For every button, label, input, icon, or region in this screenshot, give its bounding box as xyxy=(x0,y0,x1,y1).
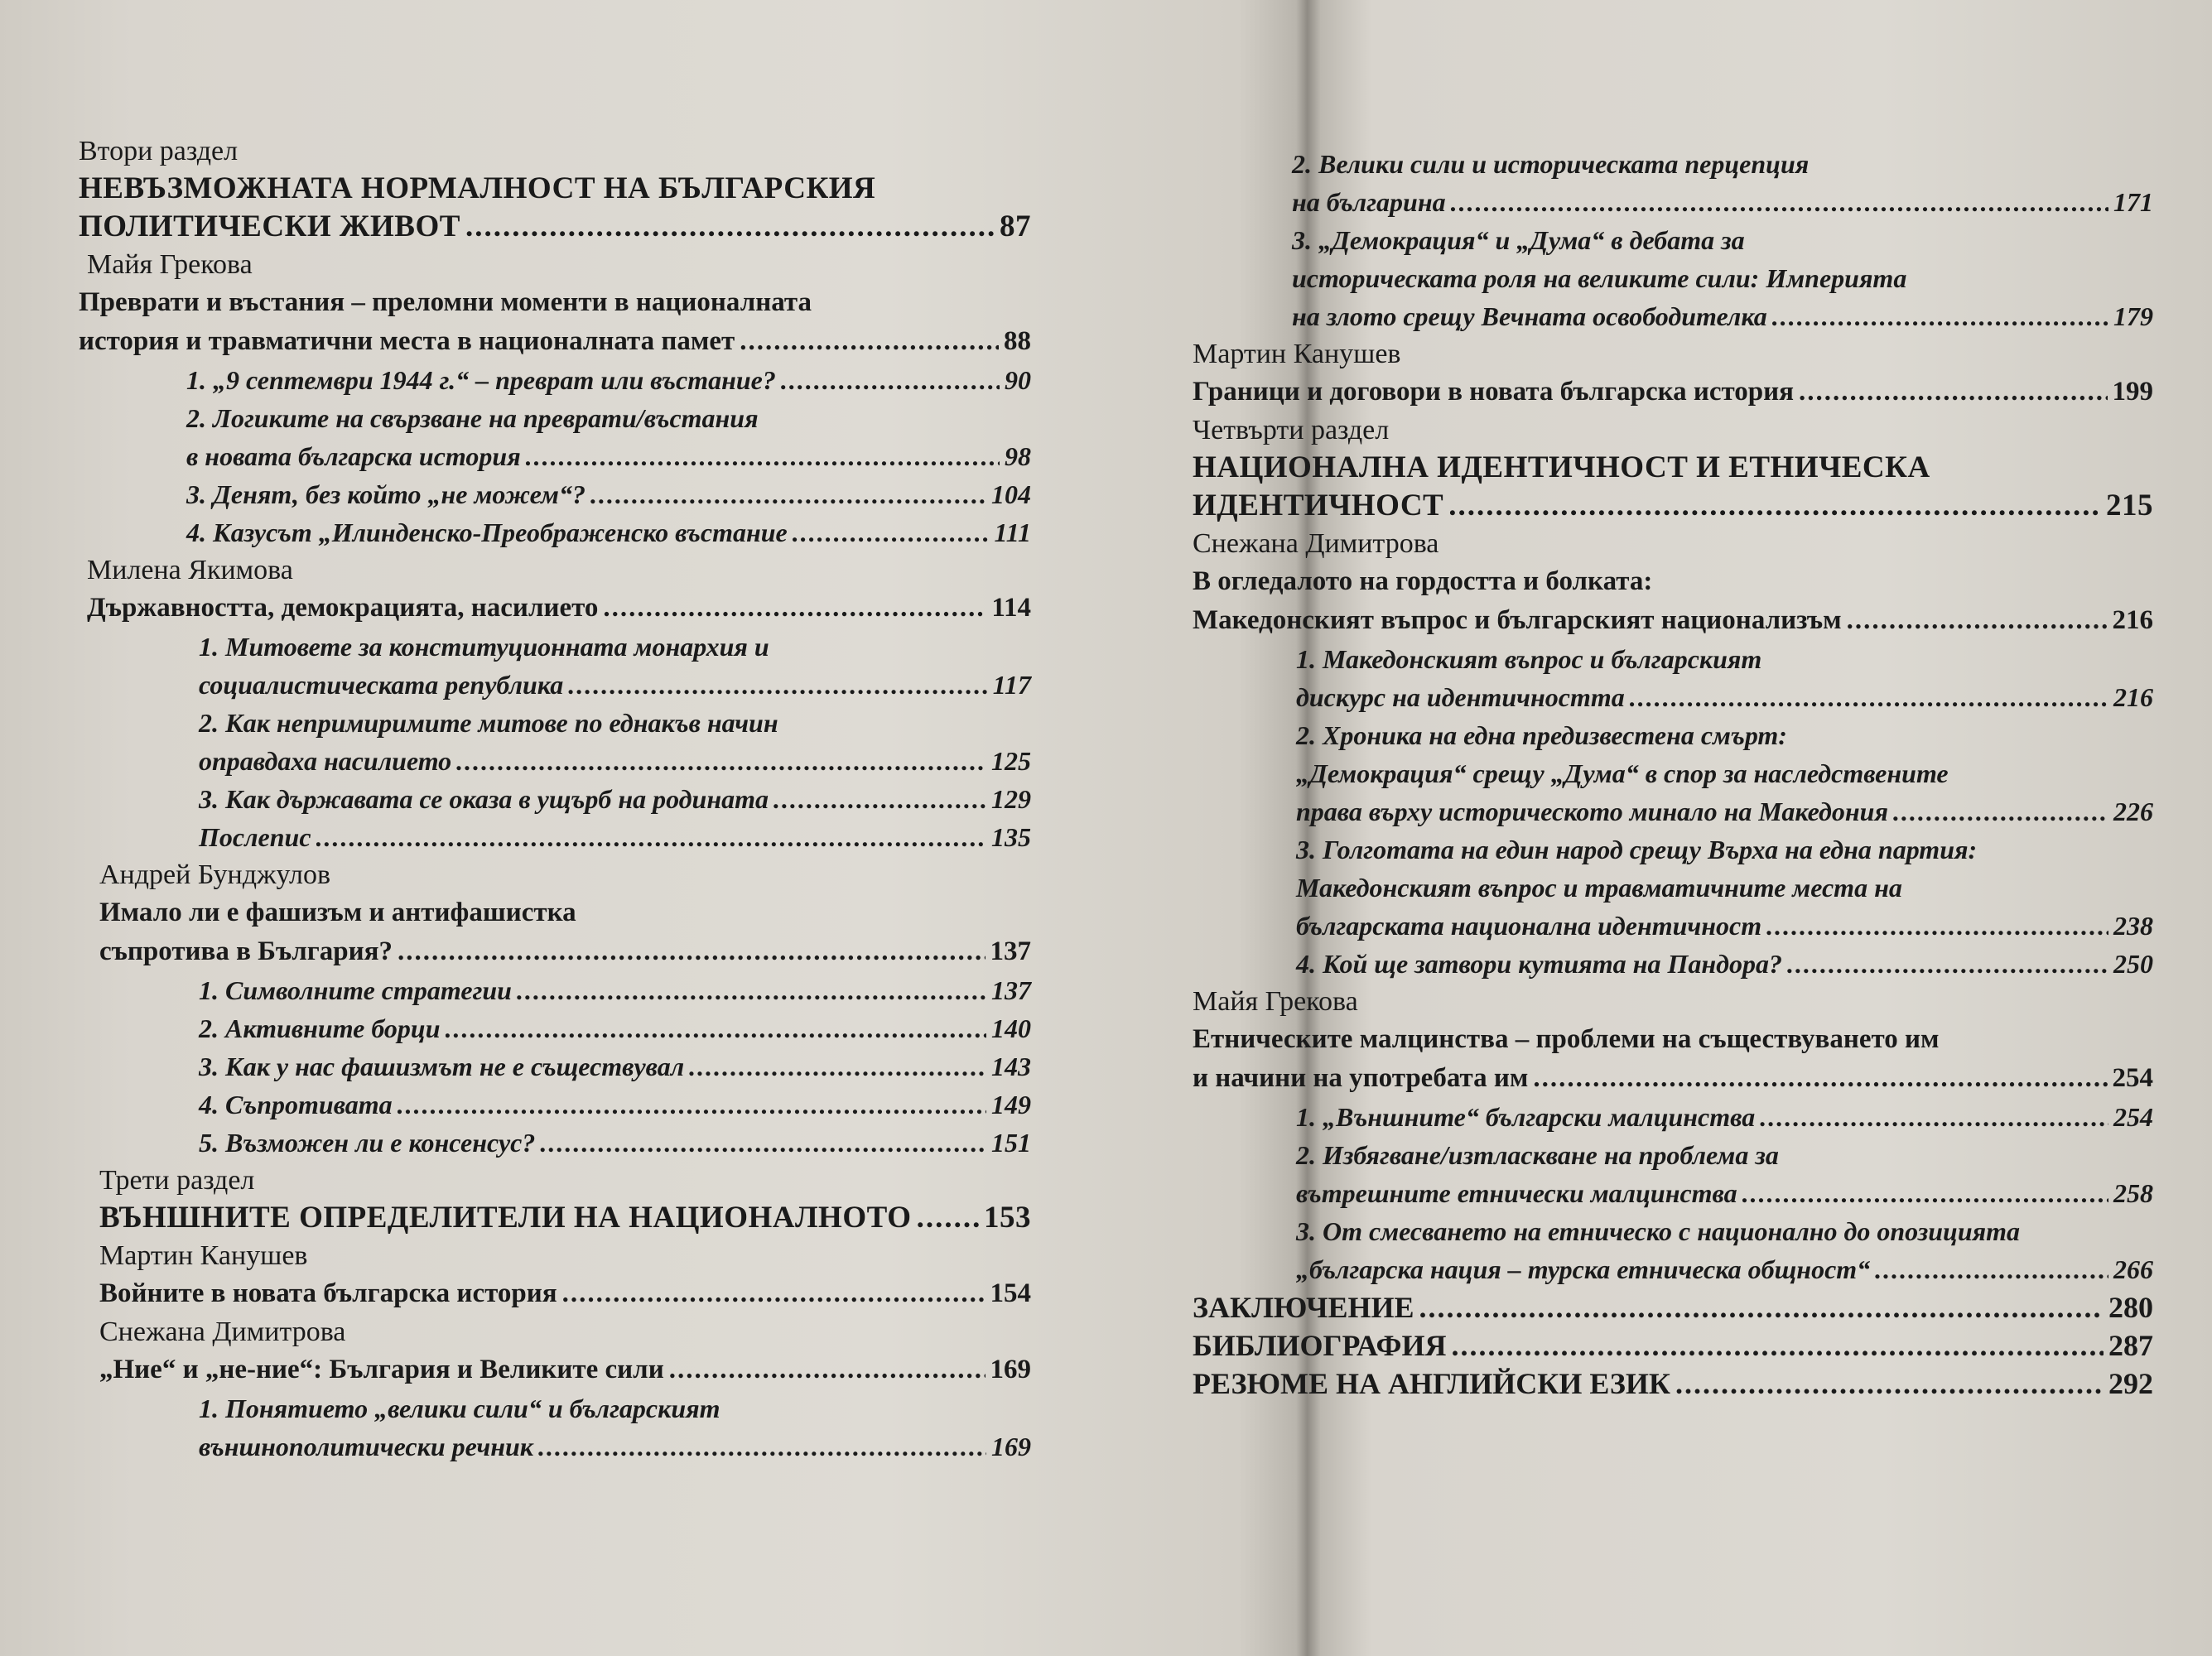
toc-subentry xyxy=(79,361,1031,399)
toc-entry xyxy=(1193,601,2153,640)
author-name: Майя Грекова xyxy=(1193,986,1358,1017)
subsection-title: 1. „Външните“ български малцинства xyxy=(1296,1102,1756,1132)
page-number: 114 xyxy=(991,593,1031,623)
dot-leader xyxy=(465,208,995,246)
author-name: Снежана Димитрова xyxy=(1193,528,1439,559)
chapter-title: Етническите малцинства – проблеми на съществуването им xyxy=(1193,1024,1940,1054)
page-number: 171 xyxy=(2113,187,2153,217)
dot-leader xyxy=(1419,1288,2104,1326)
page-number: 226 xyxy=(2113,797,2153,826)
dot-leader xyxy=(669,1350,986,1389)
subsection-title: социалистическата република xyxy=(199,670,564,700)
subsection-title: 1. Македонският въпрос и българският xyxy=(1296,644,1762,674)
page-number: 250 xyxy=(2113,949,2153,979)
page-number: 287 xyxy=(2108,1329,2153,1362)
end-section-title: РЕЗЮМЕ НА АНГЛИЙСКИ ЕЗИК xyxy=(1193,1367,1670,1400)
subsection-title: Послепис xyxy=(199,822,311,852)
dot-leader xyxy=(446,1009,987,1047)
page-number: 125 xyxy=(991,746,1031,776)
subsection-title: оправдаха насилието xyxy=(199,746,452,776)
dot-leader xyxy=(316,818,986,856)
part-title: ПОЛИТИЧЕСКИ ЖИВОТ xyxy=(79,209,460,243)
chapter-title: Македонският въпрос и българският национализъм xyxy=(1193,605,1842,635)
author-name: Милена Якимова xyxy=(87,555,293,585)
toc-entry xyxy=(1193,1288,2153,1326)
subsection-title: Македонският въпрос и травматичните места на xyxy=(1296,873,1902,903)
toc-subentry xyxy=(79,513,1031,551)
dot-leader xyxy=(398,932,986,971)
page-number: 215 xyxy=(2106,489,2153,522)
chapter-title: съпротива в България? xyxy=(99,936,393,966)
subsection-title: 3. Как у нас фашизмът не е съществувал xyxy=(199,1052,685,1081)
toc-subentry xyxy=(79,437,1031,475)
dot-leader xyxy=(456,742,986,780)
part-title: НЕВЪЗМОЖНАТА НОРМАЛНОСТ НА БЪЛГАРСКИЯ xyxy=(79,171,876,205)
toc-subentry xyxy=(1193,792,2153,830)
subsection-title: 1. Понятието „велики сили“ и българският xyxy=(199,1394,720,1423)
toc-entry xyxy=(1193,373,2153,412)
subsection-title: 5. Възможен ли е консенсус? xyxy=(199,1128,536,1158)
toc-subentry xyxy=(79,818,1031,856)
toc-entry xyxy=(79,1274,1031,1313)
toc-entry xyxy=(79,1199,1031,1237)
toc-subentry xyxy=(79,475,1031,513)
page-number: 129 xyxy=(991,784,1031,814)
dot-leader xyxy=(917,1199,979,1237)
author-name: Мартин Канушев xyxy=(99,1240,308,1271)
toc-subentry xyxy=(79,742,1031,780)
page-number: 111 xyxy=(994,518,1031,547)
toc-subentry xyxy=(79,1427,1031,1466)
subsection-title: „Демокрация“ срещу „Дума“ в спор за наследствените xyxy=(1296,758,1949,788)
subsection-title: дискурс на идентичността xyxy=(1296,682,1625,712)
dot-leader xyxy=(568,666,988,704)
page-number: 266 xyxy=(2113,1254,2153,1284)
subsection-title: 1. „9 септември 1944 г.“ – преврат или въстание? xyxy=(186,365,776,395)
table-of-contents-right xyxy=(1193,145,2153,1403)
dot-leader xyxy=(1799,373,2107,412)
subsection-title: „българска нация – турска етническа общност“ xyxy=(1296,1254,1871,1284)
page-number: 104 xyxy=(991,479,1031,509)
subsection-title: 2. Хроника на една предизвестена смърт: xyxy=(1296,720,1787,750)
page-number: 143 xyxy=(991,1052,1031,1081)
page-number: 154 xyxy=(990,1278,1031,1308)
dot-leader xyxy=(1875,1250,2108,1288)
page-number: 135 xyxy=(991,822,1031,852)
toc-subentry xyxy=(79,666,1031,704)
toc-entry xyxy=(79,208,1031,246)
author-name: Мартин Канушев xyxy=(1193,339,1401,369)
subsection-title: на злото срещу Вечната освободителка xyxy=(1292,301,1767,331)
part-title: ВЪНШНИТЕ ОПРЕДЕЛИТЕЛИ НА НАЦИОНАЛНОТО xyxy=(99,1201,912,1235)
subsection-title: 4. Съпротивата xyxy=(199,1090,393,1119)
page-number: 292 xyxy=(2108,1367,2153,1400)
subsection-title: външнополитически речник xyxy=(199,1432,533,1461)
page-number: 151 xyxy=(991,1128,1031,1158)
dot-leader xyxy=(517,971,986,1009)
toc-subentry xyxy=(1193,1250,2153,1288)
dot-leader xyxy=(562,1274,986,1313)
toc-subentry xyxy=(79,1124,1031,1162)
subsection-title: 1. Митовете за конституционната монархия и xyxy=(199,632,769,662)
toc-subentry xyxy=(1193,678,2153,716)
page-number: 90 xyxy=(1005,365,1031,395)
page-number: 258 xyxy=(2113,1178,2153,1208)
dot-leader xyxy=(1760,1098,2108,1136)
subsection-title: права върху историческото минало на Македония xyxy=(1296,797,1888,826)
page-number: 88 xyxy=(1004,326,1031,356)
dot-leader xyxy=(689,1047,986,1086)
section-label: Четвърти раздел xyxy=(1193,415,1390,445)
page-number: 216 xyxy=(2112,605,2153,635)
author-name: Андрей Бунджулов xyxy=(99,859,331,890)
toc-entry xyxy=(79,1350,1031,1389)
dot-leader xyxy=(526,437,1000,475)
dot-leader xyxy=(1451,183,2108,221)
subsection-title: 3. От смесването на етническо с национално до опозицията xyxy=(1296,1216,2020,1246)
subsection-title: 2. Активните борци xyxy=(199,1013,441,1043)
dot-leader xyxy=(1533,1059,2107,1098)
chapter-title: Войните в новата българска история xyxy=(99,1278,557,1308)
toc-entry xyxy=(1193,487,2153,525)
chapter-title: Граници и договори в новата българска история xyxy=(1193,377,1795,407)
section-label: Трети раздел xyxy=(99,1165,255,1196)
dot-leader xyxy=(603,589,986,628)
table-of-contents-left xyxy=(79,132,1031,1466)
page-number: 169 xyxy=(991,1432,1031,1461)
author-name: Снежана Димитрова xyxy=(99,1317,346,1347)
toc-entry xyxy=(1193,1059,2153,1098)
subsection-title: 3. Денят, без който „не можем“? xyxy=(186,479,586,509)
page-number: 87 xyxy=(1000,209,1031,243)
chapter-title: Преврати и въстания – преломни моменти в националната xyxy=(79,287,812,317)
subsection-title: 2. Избягване/изтласкване на проблема за xyxy=(1296,1140,1779,1170)
page-number: 254 xyxy=(2112,1063,2153,1093)
toc-subentry xyxy=(1193,1174,2153,1212)
toc-entry xyxy=(1193,1326,2153,1365)
toc-subentry xyxy=(1193,297,2153,335)
page-number: 137 xyxy=(990,936,1031,966)
dot-leader xyxy=(590,475,986,513)
page-number: 199 xyxy=(2112,377,2153,407)
subsection-title: вътрешните етнически малцинства xyxy=(1296,1178,1737,1208)
dot-leader xyxy=(1742,1174,2108,1212)
subsection-title: 3. „Демокрация“ и „Дума“ в дебата за xyxy=(1292,225,1745,255)
subsection-title: в новата българска история xyxy=(186,441,521,471)
toc-subentry xyxy=(79,780,1031,818)
chapter-title: Държавността, демокрацията, насилието xyxy=(87,593,599,623)
dot-leader xyxy=(1772,297,2108,335)
dot-leader xyxy=(1847,601,2108,640)
page-number: 98 xyxy=(1005,441,1031,471)
dot-leader xyxy=(781,361,1000,399)
page-number: 149 xyxy=(991,1090,1031,1119)
toc-subentry xyxy=(1193,945,2153,983)
subsection-title: 1. Символните стратегии xyxy=(199,975,512,1005)
page-number: 280 xyxy=(2108,1291,2153,1324)
dot-leader xyxy=(1766,907,2108,945)
chapter-title: и начини на употребата им xyxy=(1193,1063,1529,1093)
page-number: 117 xyxy=(992,670,1031,700)
page-number: 140 xyxy=(991,1013,1031,1043)
part-title: ИДЕНТИЧНОСТ xyxy=(1193,489,1444,522)
dot-leader xyxy=(773,780,986,818)
chapter-title: Имало ли е фашизъм и антифашистка xyxy=(99,898,576,927)
dot-leader xyxy=(740,322,999,361)
dot-leader xyxy=(1787,945,2108,983)
subsection-title: 3. Голготата на един народ срещу Върха на една партия: xyxy=(1296,835,1978,864)
dot-leader xyxy=(1675,1365,2104,1403)
toc-subentry xyxy=(79,1047,1031,1086)
subsection-title: 2. Велики сили и историческата перцепция xyxy=(1292,149,1810,179)
toc-subentry xyxy=(1193,1098,2153,1136)
page-number: 169 xyxy=(990,1355,1031,1384)
chapter-title: „Ние“ и „не-ние“: България и Великите сили xyxy=(99,1355,664,1384)
toc-subentry xyxy=(79,1009,1031,1047)
toc-subentry xyxy=(79,971,1031,1009)
page-number: 238 xyxy=(2113,911,2153,941)
page-number: 216 xyxy=(2113,682,2153,712)
subsection-title: 3. Как държавата се оказа в ущърб на родината xyxy=(199,784,769,814)
toc-entry xyxy=(1193,1365,2153,1403)
subsection-title: 2. Логиките на свързване на преврати/въстания xyxy=(186,403,759,433)
toc-entry xyxy=(79,589,1031,628)
toc-entry xyxy=(79,322,1031,361)
subsection-title: 4. Казусът „Илинденско-Преображенско въстание xyxy=(186,518,788,547)
page-number: 153 xyxy=(984,1201,1031,1235)
part-title: НАЦИОНАЛНА ИДЕНТИЧНОСТ И ЕТНИЧЕСКА xyxy=(1193,450,1930,484)
subsection-title: 2. Как непримиримите митове по еднакъв начин xyxy=(199,708,778,738)
subsection-title: 4. Кой ще затвори кутията на Пандора? xyxy=(1296,949,1782,979)
section-label: Втори раздел xyxy=(79,136,239,166)
chapter-title: В огледалото на гордостта и болката: xyxy=(1193,566,1653,596)
dot-leader xyxy=(538,1427,986,1466)
end-section-title: ЗАКЛЮЧЕНИЕ xyxy=(1193,1291,1414,1324)
end-section-title: БИБЛИОГРАФИЯ xyxy=(1193,1329,1447,1362)
chapter-title: история и травматични места в националната памет xyxy=(79,326,735,356)
dot-leader xyxy=(1893,792,2108,830)
dot-leader xyxy=(1451,1326,2104,1365)
page-number: 179 xyxy=(2113,301,2153,331)
dot-leader xyxy=(1448,487,2101,525)
right-page xyxy=(1103,0,2212,1656)
author-name: Майя Грекова xyxy=(87,249,253,280)
dot-leader xyxy=(1630,678,2108,716)
page-number: 254 xyxy=(2113,1102,2153,1132)
subsection-title: българската национална идентичност xyxy=(1296,911,1762,941)
dot-leader xyxy=(793,513,990,551)
toc-subentry xyxy=(1193,183,2153,221)
toc-subentry xyxy=(1193,907,2153,945)
toc-subentry xyxy=(79,1086,1031,1124)
left-page xyxy=(0,0,1097,1656)
subsection-title: историческата роля на великите сили: Империята xyxy=(1292,263,1907,293)
dot-leader xyxy=(398,1086,986,1124)
subsection-title: на българина xyxy=(1292,187,1446,217)
toc-entry xyxy=(79,932,1031,971)
page-number: 137 xyxy=(991,975,1031,1005)
dot-leader xyxy=(540,1124,986,1162)
